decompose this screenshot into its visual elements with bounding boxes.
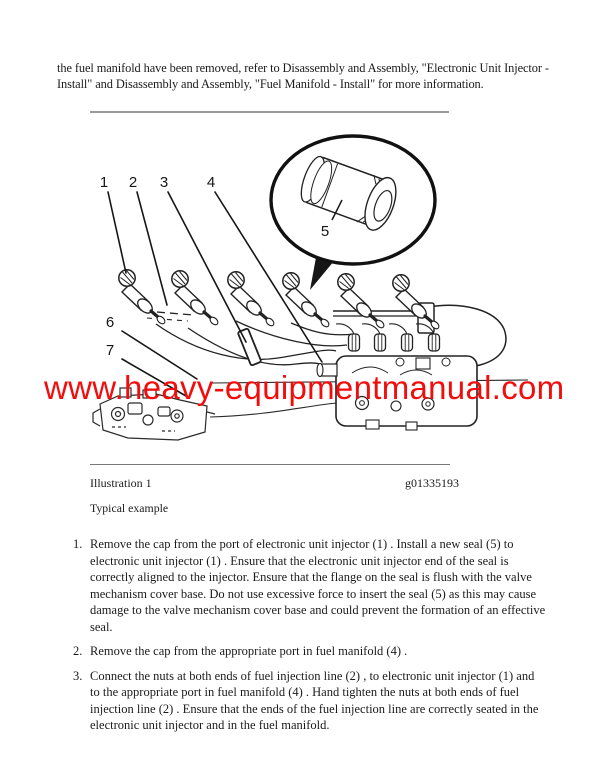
unit-injector-4 — [283, 273, 331, 328]
typical-example-note: Typical example — [90, 501, 169, 515]
step-number: 1. — [73, 537, 83, 551]
watermark-text: www.heavy-equipmentmanual.com — [44, 369, 565, 406]
step-item-2 — [73, 643, 547, 660]
manifold-right-port — [416, 358, 430, 369]
procedure-steps — [73, 536, 547, 742]
callout-1: 1 — [99, 174, 109, 191]
fuel-system-diagram — [60, 115, 540, 463]
step-number: 3. — [73, 668, 83, 683]
step-number: 2. — [73, 644, 83, 658]
step-text: Remove the cap from the appropriate port in fuel manifold (4) . — [90, 644, 408, 658]
step-item-1 — [73, 536, 547, 635]
figure-bottom-divider — [90, 464, 450, 465]
callout-4: 4 — [206, 174, 216, 191]
unit-injector-row — [119, 270, 441, 330]
callout-5: 5 — [320, 223, 330, 240]
step-text: Connect the nuts at both ends of fuel injection line (2) , to electronic unit injector (1) and to the appropriate port in fuel manifold (4) . Hand tighten the nuts at both ends of fuel injection line (2) . Ensure that the ends of the fuel injection line are correctly seated in the electronic unit injector and in the fuel manifold. — [90, 668, 539, 732]
callout-2: 2 — [128, 174, 138, 191]
callout-6: 6 — [105, 314, 115, 331]
step-text: Remove the cap from the port of electronic unit injector (1) . Install a new seal (5) to electronic unit injector (1) . Ensure that the electronic unit injector end of the seal is correctly aligned to the injector. Ensure that the flange on the seal is flush with the valve mechanism cover base. Do not use excessive force to insert the seal (5) as this may cause damage to the valve mechanism cover base and could prevent the formation of an effective seal. — [90, 537, 546, 634]
illustration-caption: Illustration 1 — [90, 476, 152, 490]
unit-injector-5 — [338, 274, 386, 329]
step-item-3 — [73, 668, 547, 734]
seal-detail-circle — [271, 136, 435, 290]
callout-7: 7 — [105, 342, 115, 359]
callout-3: 3 — [159, 174, 169, 191]
unit-injector-3 — [228, 272, 276, 327]
figure-top-divider — [90, 111, 449, 113]
intro-paragraph: the fuel manifold have been removed, refer to Disassembly and Assembly, "Electronic Unit Injector - Install" and Disassembly and Assembly, "Fuel Manifold - Install" for more information. — [57, 61, 549, 92]
figure-id: g01335193 — [405, 476, 459, 490]
unit-injector-2 — [172, 271, 220, 326]
